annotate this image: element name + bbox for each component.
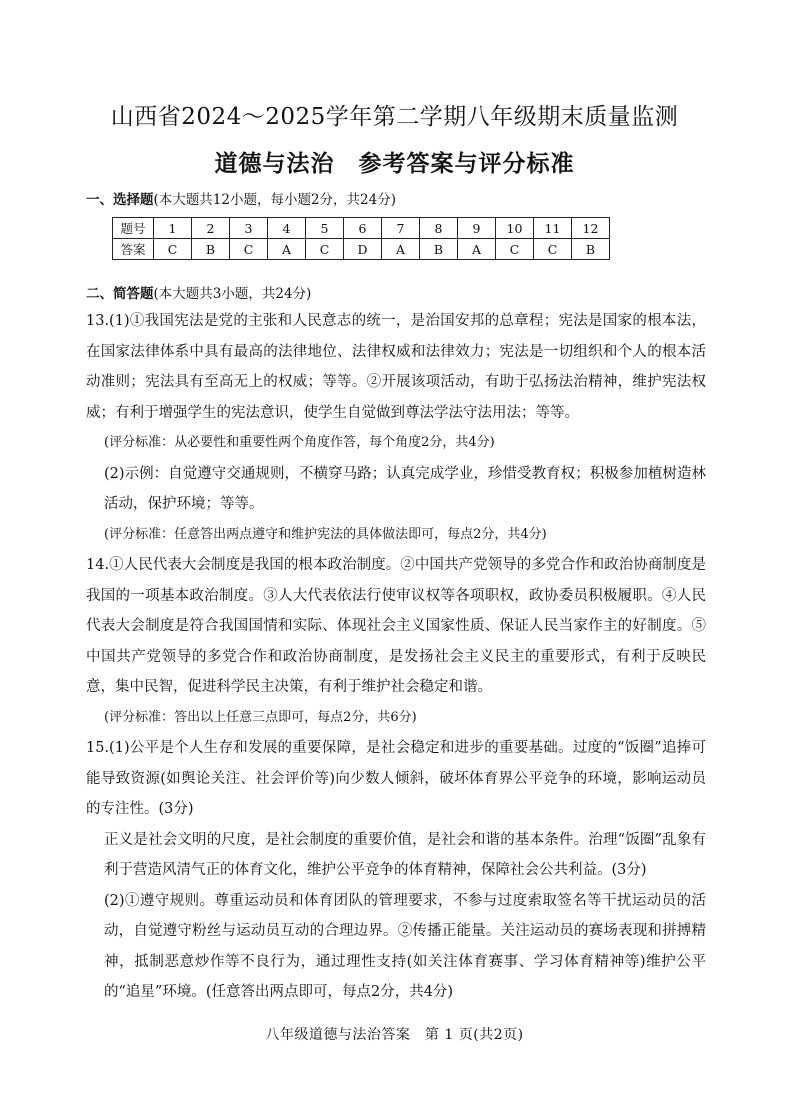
q13-part1-answer: 13.(1)①我国宪法是党的主张和人民意志的统一，是治国安邦的总章程；宪法是国家的根本法，在国家法律体系中具有最高的法律地位、法律权威和法律效力；宪法是一切组织和个人的根本活动准则；宪法具有至高无上的权威；等等。②开展该项活动，有助于弘扬法治精神，维护宪法权威；有利于增强学生的宪法意识，使学生自觉做到尊法学法守法用法；等等。: [86, 313, 706, 421]
row-label-answer: 答案: [113, 239, 154, 260]
q13-part2-criteria: (评分标准：任意答出两点遵守和维护宪法的具体做法即可，每点2分，共4分): [104, 526, 547, 542]
section1-label: 一、选择题: [86, 192, 154, 208]
table-row-answers: [113, 239, 610, 260]
table-cell: A: [458, 239, 496, 260]
question-13: [86, 306, 706, 550]
answer-table: [112, 217, 610, 260]
q15-part1-justice: 正义是社会文明的尺度，是社会制度的重要价值，是社会和谐的基本条件。治理“饭圈”乱象有利于营造风清气正的体育文化，维护公平竞争的体育精神，保障社会公共利益。(3分): [104, 831, 706, 878]
question-14: [86, 550, 706, 733]
table-cell: C: [230, 239, 268, 260]
table-cell: 1: [154, 218, 192, 239]
section2-heading: [86, 282, 311, 302]
table-cell: 4: [268, 218, 306, 239]
section1-heading: [86, 188, 396, 208]
table-cell: B: [572, 239, 610, 260]
table-cell: 5: [306, 218, 344, 239]
table-cell: 7: [382, 218, 420, 239]
table-row-numbers: [113, 218, 610, 239]
row-label-number: 题号: [113, 218, 154, 239]
table-cell: 9: [458, 218, 496, 239]
section2-note: (本大题共3小题，共24分): [153, 286, 312, 302]
table-cell: B: [420, 239, 458, 260]
document-subtitle: 道德与法治 参考答案与评分标准: [214, 150, 575, 177]
q15-part2-answer: (2)①遵守规则。尊重运动员和体育团队的管理要求，不参与过度索取签名等干扰运动员的活动，自觉遵守粉丝与运动员互动的合理边界。②传播正能量。关注运动员的赛场表现和拼搏精神，抵制恶意炒作等不良行为，通过理性支持(如关注体育赛事、学习体育精神等)维护公平的“追星”环境。(任意答出两点即可，每点2分，共4分): [104, 892, 706, 1000]
q14-criteria: (评分标准：答出以上任意三点即可，每点2分，共6分): [104, 709, 417, 725]
table-cell: 8: [420, 218, 458, 239]
table-cell: 2: [192, 218, 230, 239]
section1-note: (本大题共12小题，每小题2分，共24分): [153, 192, 396, 208]
table-cell: C: [534, 239, 572, 260]
table-cell: C: [306, 239, 344, 260]
table-cell: A: [268, 239, 306, 260]
table-cell: 10: [496, 218, 534, 239]
q15-part1-fairness: 15.(1)公平是个人生存和发展的重要保障，是社会稳定和进步的重要基础。过度的“饭圈”追捧可能导致资源(如舆论关注、社会评价等)向少数人倾斜，破坏体育界公平竞争的环境，影响运动员的专注性。(3分): [86, 740, 706, 817]
table-cell: D: [344, 239, 382, 260]
table-cell: 12: [572, 218, 610, 239]
table-cell: B: [192, 239, 230, 260]
q13-part2-answer: (2)示例：自觉遵守交通规则，不横穿马路；认真完成学业，珍惜受教育权；积极参加植树造林活动，保护环境；等等。: [104, 465, 706, 512]
question-15: [86, 733, 706, 1008]
table-cell: C: [154, 239, 192, 260]
document-title: 山西省2024～2025学年第二学期八年级期末质量监测: [110, 104, 679, 130]
table-cell: A: [382, 239, 420, 260]
table-cell: 3: [230, 218, 268, 239]
page-footer: 八年级道德与法治答案 第 1 页(共2页): [265, 1027, 524, 1043]
table-cell: 11: [534, 218, 572, 239]
section2-label: 二、简答题: [86, 286, 154, 302]
q13-part1-criteria: (评分标准：从必要性和重要性两个角度作答，每个角度2分，共4分): [104, 435, 495, 450]
table-cell: C: [496, 239, 534, 260]
q14-answer: 14.①人民代表大会制度是我国的根本政治制度。②中国共产党领导的多党合作和政治协商制度是我国的一项基本政治制度。③人大代表依法行使审议权等各项职权，政协委员积极履职。④人民代表大会制度是符合我国国情和实际、体现社会主义国家性质、保证人民当家作主的好制度。⑤中国共产党领导的多党合作和政治协商制度，是发扬社会主义民主的重要形式，有利于反映民意，集中民智，促进科学民主决策，有利于维护社会稳定和谐。: [86, 557, 706, 695]
table-cell: 6: [344, 218, 382, 239]
